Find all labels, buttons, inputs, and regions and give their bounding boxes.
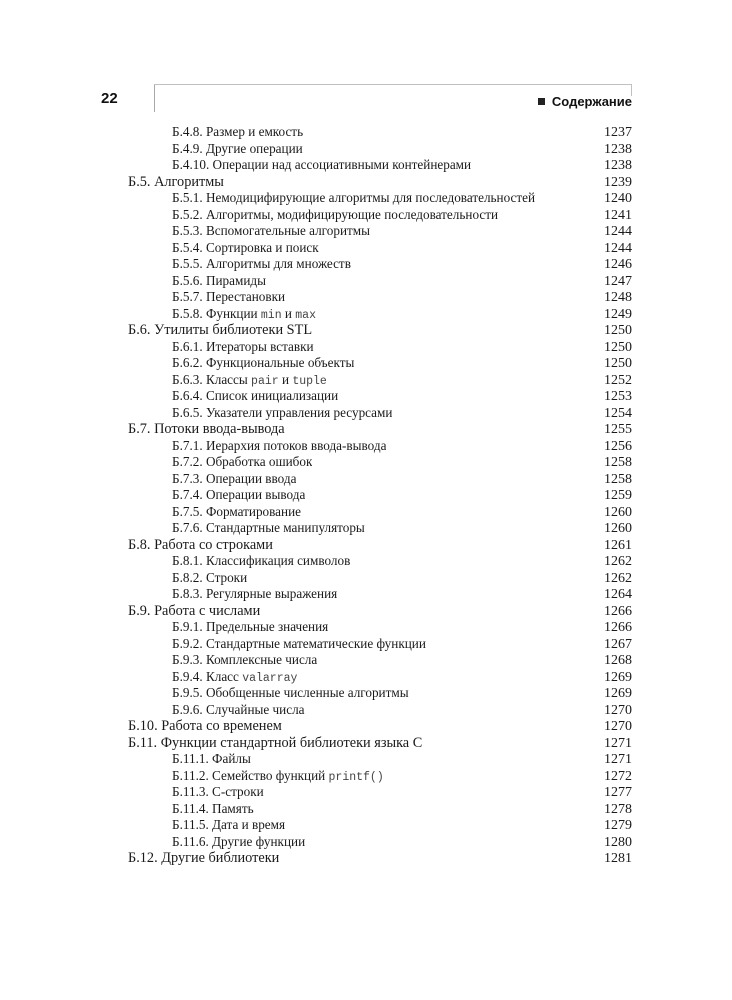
toc-entry-text: Б.7.4. Операции вывода	[172, 487, 306, 502]
toc-page-number: 1237	[604, 125, 632, 140]
toc-subsection-entry	[128, 669, 632, 686]
toc-entry-title	[172, 570, 247, 587]
toc-entry-text: Б.7.3. Операции ввода	[172, 470, 297, 486]
toc-page-number: 1248	[604, 290, 632, 305]
toc-entry-title	[172, 520, 365, 537]
toc-entry-title	[172, 141, 303, 158]
header-rule	[154, 84, 632, 85]
toc-entry-text: Б.4.10. Операции над ассоциативными контейнерами	[172, 157, 472, 172]
toc-subsection-entry	[128, 487, 632, 504]
code-identifier: printf()	[328, 770, 384, 784]
toc-subsection-entry	[128, 520, 632, 537]
toc-subsection-entry	[128, 372, 632, 389]
toc-page-number: 1270	[604, 702, 632, 718]
toc-entry-text: Б.9.5. Обобщенные численные алгоритмы	[172, 685, 409, 700]
toc-entry-title	[172, 388, 338, 405]
toc-entry-text: Б.7.2. Обработка ошибок	[172, 454, 313, 469]
toc-entry-text: Б.9.4. Класс	[172, 668, 239, 684]
toc-page-number: 1260	[604, 504, 632, 520]
toc-entry-title	[172, 784, 264, 801]
toc-page-number: 1262	[604, 570, 632, 586]
toc-subsection-entry	[128, 355, 632, 372]
toc-entry-title	[128, 174, 224, 191]
toc-entry-text: Б.5.3. Вспомогательные алгоритмы	[172, 223, 370, 238]
toc-entry-text: Б.6.3. Классы	[172, 371, 248, 387]
toc-subsection-entry	[128, 570, 632, 587]
toc-entry-text: Б.6.5. Указатели управления ресурсами	[172, 404, 393, 420]
toc-subsection-entry	[128, 405, 632, 422]
toc-subsection-entry	[128, 619, 632, 636]
toc-subsection-entry	[128, 586, 632, 603]
running-head-text: Содержание	[551, 94, 632, 109]
toc-section-entry	[128, 718, 632, 735]
toc-entry-title	[172, 240, 319, 257]
toc-page-number: 1250	[604, 323, 632, 338]
toc-page-number: 1244	[604, 224, 632, 239]
code-identifier: max	[295, 308, 316, 322]
toc-page-number: 1250	[604, 339, 632, 355]
toc-subsection-entry	[128, 751, 632, 768]
toc-entry-title	[172, 801, 254, 818]
toc-entry-text: Б.12. Другие библиотеки	[128, 850, 280, 866]
toc-page-number: 1267	[604, 636, 632, 652]
toc-entry-title	[172, 223, 370, 240]
toc-page-number: 1258	[604, 471, 632, 487]
toc-entry-text: Б.11.3. С-строки	[172, 784, 264, 799]
toc-entry-title	[172, 586, 337, 603]
page-number: 22	[101, 90, 118, 107]
toc-subsection-entry	[128, 652, 632, 669]
toc-page-number: 1261	[604, 537, 632, 553]
toc-entry-title	[172, 454, 312, 471]
toc-entry-text: Б.9.2. Стандартные математические функции	[172, 635, 426, 651]
toc-subsection-entry	[128, 256, 632, 273]
code-identifier: valarray	[242, 671, 298, 685]
toc-page-number: 1268	[604, 653, 632, 668]
toc-entry-connector: и	[281, 305, 296, 321]
toc-subsection-entry	[128, 801, 632, 818]
toc-page-number: 1256	[604, 438, 632, 454]
toc-entry-title	[172, 339, 314, 356]
toc-page-number: 1241	[604, 207, 632, 223]
toc-entry-title	[172, 355, 354, 372]
toc-page-number: 1270	[604, 719, 632, 734]
toc-page-number: 1271	[604, 752, 632, 767]
toc-entry-text: Б.11. Функции стандартной библиотеки языка С	[128, 734, 423, 751]
toc-subsection-entry	[128, 702, 632, 719]
toc-entry-text: Б.11.2. Семейство функций	[172, 767, 326, 783]
toc-page-number: 1266	[604, 603, 632, 619]
toc-subsection-entry	[128, 784, 632, 801]
square-bullet-icon	[538, 98, 545, 105]
toc-subsection-entry	[128, 306, 632, 323]
toc-subsection-entry	[128, 339, 632, 356]
toc-entry-title	[172, 751, 251, 768]
toc-entry-title	[172, 619, 328, 636]
toc-entry-title	[128, 421, 285, 438]
toc-subsection-entry	[128, 817, 632, 834]
toc-entry-title	[172, 405, 392, 422]
toc-entry-text: Б.11.5. Дата и время	[172, 817, 286, 832]
toc-entry-text: Б.5.7. Перестановки	[172, 289, 286, 304]
toc-entry-title	[128, 718, 282, 735]
toc-subsection-entry	[128, 454, 632, 471]
toc-entry-title	[172, 438, 386, 455]
toc-page-number: 1281	[604, 851, 632, 866]
toc-entry-text: Б.7.5. Форматирование	[172, 503, 302, 519]
toc-entry-title	[128, 735, 422, 752]
toc-subsection-entry	[128, 768, 632, 785]
toc-subsection-entry	[128, 685, 632, 702]
toc-entry-title	[172, 289, 285, 306]
toc-subsection-entry	[128, 438, 632, 455]
toc-entry-text: Б.9. Работа с числами	[128, 602, 261, 619]
toc-entry-title	[172, 471, 296, 488]
toc-entry-text: Б.6.1. Итераторы вставки	[172, 338, 314, 354]
toc-entry-text: Б.9.3. Комплексные числа	[172, 652, 318, 667]
toc-section-entry	[128, 603, 632, 620]
toc-subsection-entry	[128, 273, 632, 290]
toc-entry-text: Б.6.2. Функциональные объекты	[172, 355, 355, 370]
toc-entry-title	[128, 603, 260, 620]
toc-entry-text: Б.7.1. Иерархия потоков ввода-вывода	[172, 437, 387, 453]
toc-section-entry	[128, 421, 632, 438]
toc-section-entry	[128, 537, 632, 554]
toc-page-number: 1252	[604, 372, 632, 388]
toc-subsection-entry	[128, 289, 632, 306]
toc-entry-text: Б.4.9. Другие операции	[172, 140, 303, 156]
header-divider-vertical	[154, 84, 155, 112]
toc-subsection-entry	[128, 388, 632, 405]
toc-page-number: 1277	[604, 785, 632, 800]
toc-entry-title	[172, 124, 303, 141]
toc-page-number: 1253	[604, 389, 632, 404]
toc-entry-text: Б.7.6. Стандартные манипуляторы	[172, 520, 365, 535]
toc-page-number: 1254	[604, 405, 632, 421]
toc-page-number: 1246	[604, 257, 632, 272]
toc-entry-title	[172, 685, 409, 702]
code-identifier: tuple	[292, 374, 327, 388]
toc-entry-title	[172, 636, 426, 653]
toc-entry-text: Б.8.2. Строки	[172, 569, 248, 585]
toc-entry-title	[172, 504, 301, 521]
toc-entry-text: Б.5.6. Пирамиды	[172, 272, 266, 288]
toc-page-number: 1240	[604, 191, 632, 206]
toc-page-number: 1255	[604, 422, 632, 437]
toc-entry-title	[172, 207, 498, 224]
code-identifier: pair	[251, 374, 279, 388]
toc-entry-title	[172, 817, 285, 834]
toc-page-number: 1250	[604, 356, 632, 371]
toc-entry-title	[172, 190, 535, 207]
toc-page-number: 1238	[604, 158, 632, 173]
toc-subsection-entry	[128, 223, 632, 240]
toc-page-number: 1280	[604, 834, 632, 850]
toc-entry-text: Б.5.5. Алгоритмы для множеств	[172, 256, 351, 271]
toc-subsection-entry	[128, 471, 632, 488]
toc-subsection-entry	[128, 190, 632, 207]
toc-subsection-entry	[128, 141, 632, 158]
toc-entry-title	[172, 652, 317, 669]
toc-subsection-entry	[128, 636, 632, 653]
toc-page-number: 1269	[604, 669, 632, 685]
toc-entry-text: Б.7. Потоки ввода-вывода	[128, 421, 285, 437]
toc-entry-text: Б.5.2. Алгоритмы, модифицирующие последовательности	[172, 206, 499, 222]
toc-page-number: 1262	[604, 554, 632, 569]
toc-entry-text: Б.6. Утилиты библиотеки STL	[128, 322, 313, 338]
toc-entry-text: Б.8. Работа со строками	[128, 536, 273, 553]
toc-subsection-entry	[128, 124, 632, 141]
toc-subsection-entry	[128, 240, 632, 257]
toc-entry-text: Б.9.6. Случайные числа	[172, 701, 305, 717]
toc-subsection-entry	[128, 834, 632, 851]
toc-page-number: 1249	[604, 306, 632, 322]
toc-entry-title	[172, 702, 305, 719]
toc-entry-title	[128, 322, 312, 339]
toc-subsection-entry	[128, 553, 632, 570]
toc-entry-title	[172, 553, 350, 570]
toc-page-number: 1279	[604, 818, 632, 833]
toc-entry-title	[172, 834, 305, 851]
toc-entry-text: Б.5. Алгоритмы	[128, 173, 224, 190]
toc-page-number: 1269	[604, 686, 632, 701]
toc-section-entry	[128, 735, 632, 752]
toc-page-number: 1272	[604, 768, 632, 784]
toc-entry-title	[172, 273, 266, 290]
toc-entry-text: Б.5.8. Функции	[172, 305, 258, 321]
toc-entry-text: Б.5.4. Сортировка и поиск	[172, 239, 319, 255]
toc-subsection-entry	[128, 207, 632, 224]
toc-entry-text: Б.8.3. Регулярные выражения	[172, 586, 338, 601]
toc-entry-text: Б.11.4. Память	[172, 800, 254, 816]
code-identifier: min	[260, 308, 282, 322]
toc-page-number: 1247	[604, 273, 632, 289]
toc-entry-text: Б.9.1. Предельные значения	[172, 619, 329, 634]
toc-entry-title	[128, 537, 273, 554]
toc-section-entry	[128, 174, 632, 191]
toc-entry-title	[172, 487, 305, 504]
running-head	[538, 94, 632, 109]
toc-page-number: 1260	[604, 521, 632, 536]
toc-page-number: 1264	[604, 587, 632, 602]
toc-page-number: 1239	[604, 174, 632, 190]
toc-page-number: 1238	[604, 141, 632, 157]
toc-entry-text: Б.11.6. Другие функции	[172, 833, 306, 849]
toc-page-number: 1259	[604, 488, 632, 503]
toc-page-number: 1271	[604, 735, 632, 751]
toc-entry-text: Б.10. Работа со временем	[128, 718, 282, 734]
toc-entry-text: Б.6.4. Список инициализации	[172, 388, 339, 403]
toc-entry-text: Б.8.1. Классификация символов	[172, 553, 351, 568]
toc-entry-connector: и	[278, 371, 293, 387]
toc-entry-text: Б.5.1. Немодицифирующие алгоритмы для последовательностей	[172, 190, 536, 205]
toc-entry-text: Б.4.8. Размер и емкость	[172, 124, 304, 139]
toc-section-entry	[128, 322, 632, 339]
toc-subsection-entry	[128, 157, 632, 174]
toc-section-entry	[128, 850, 632, 867]
toc-page-number: 1244	[604, 240, 632, 256]
toc-subsection-entry	[128, 504, 632, 521]
toc-entry-text: Б.11.1. Файлы	[172, 751, 251, 766]
toc-entry-title	[128, 850, 279, 867]
toc-entry-title	[172, 256, 351, 273]
toc-entry-title	[172, 157, 471, 174]
table-of-contents	[128, 124, 632, 867]
toc-page-number: 1258	[604, 455, 632, 470]
toc-page-number: 1278	[604, 801, 632, 817]
toc-page-number: 1266	[604, 620, 632, 635]
